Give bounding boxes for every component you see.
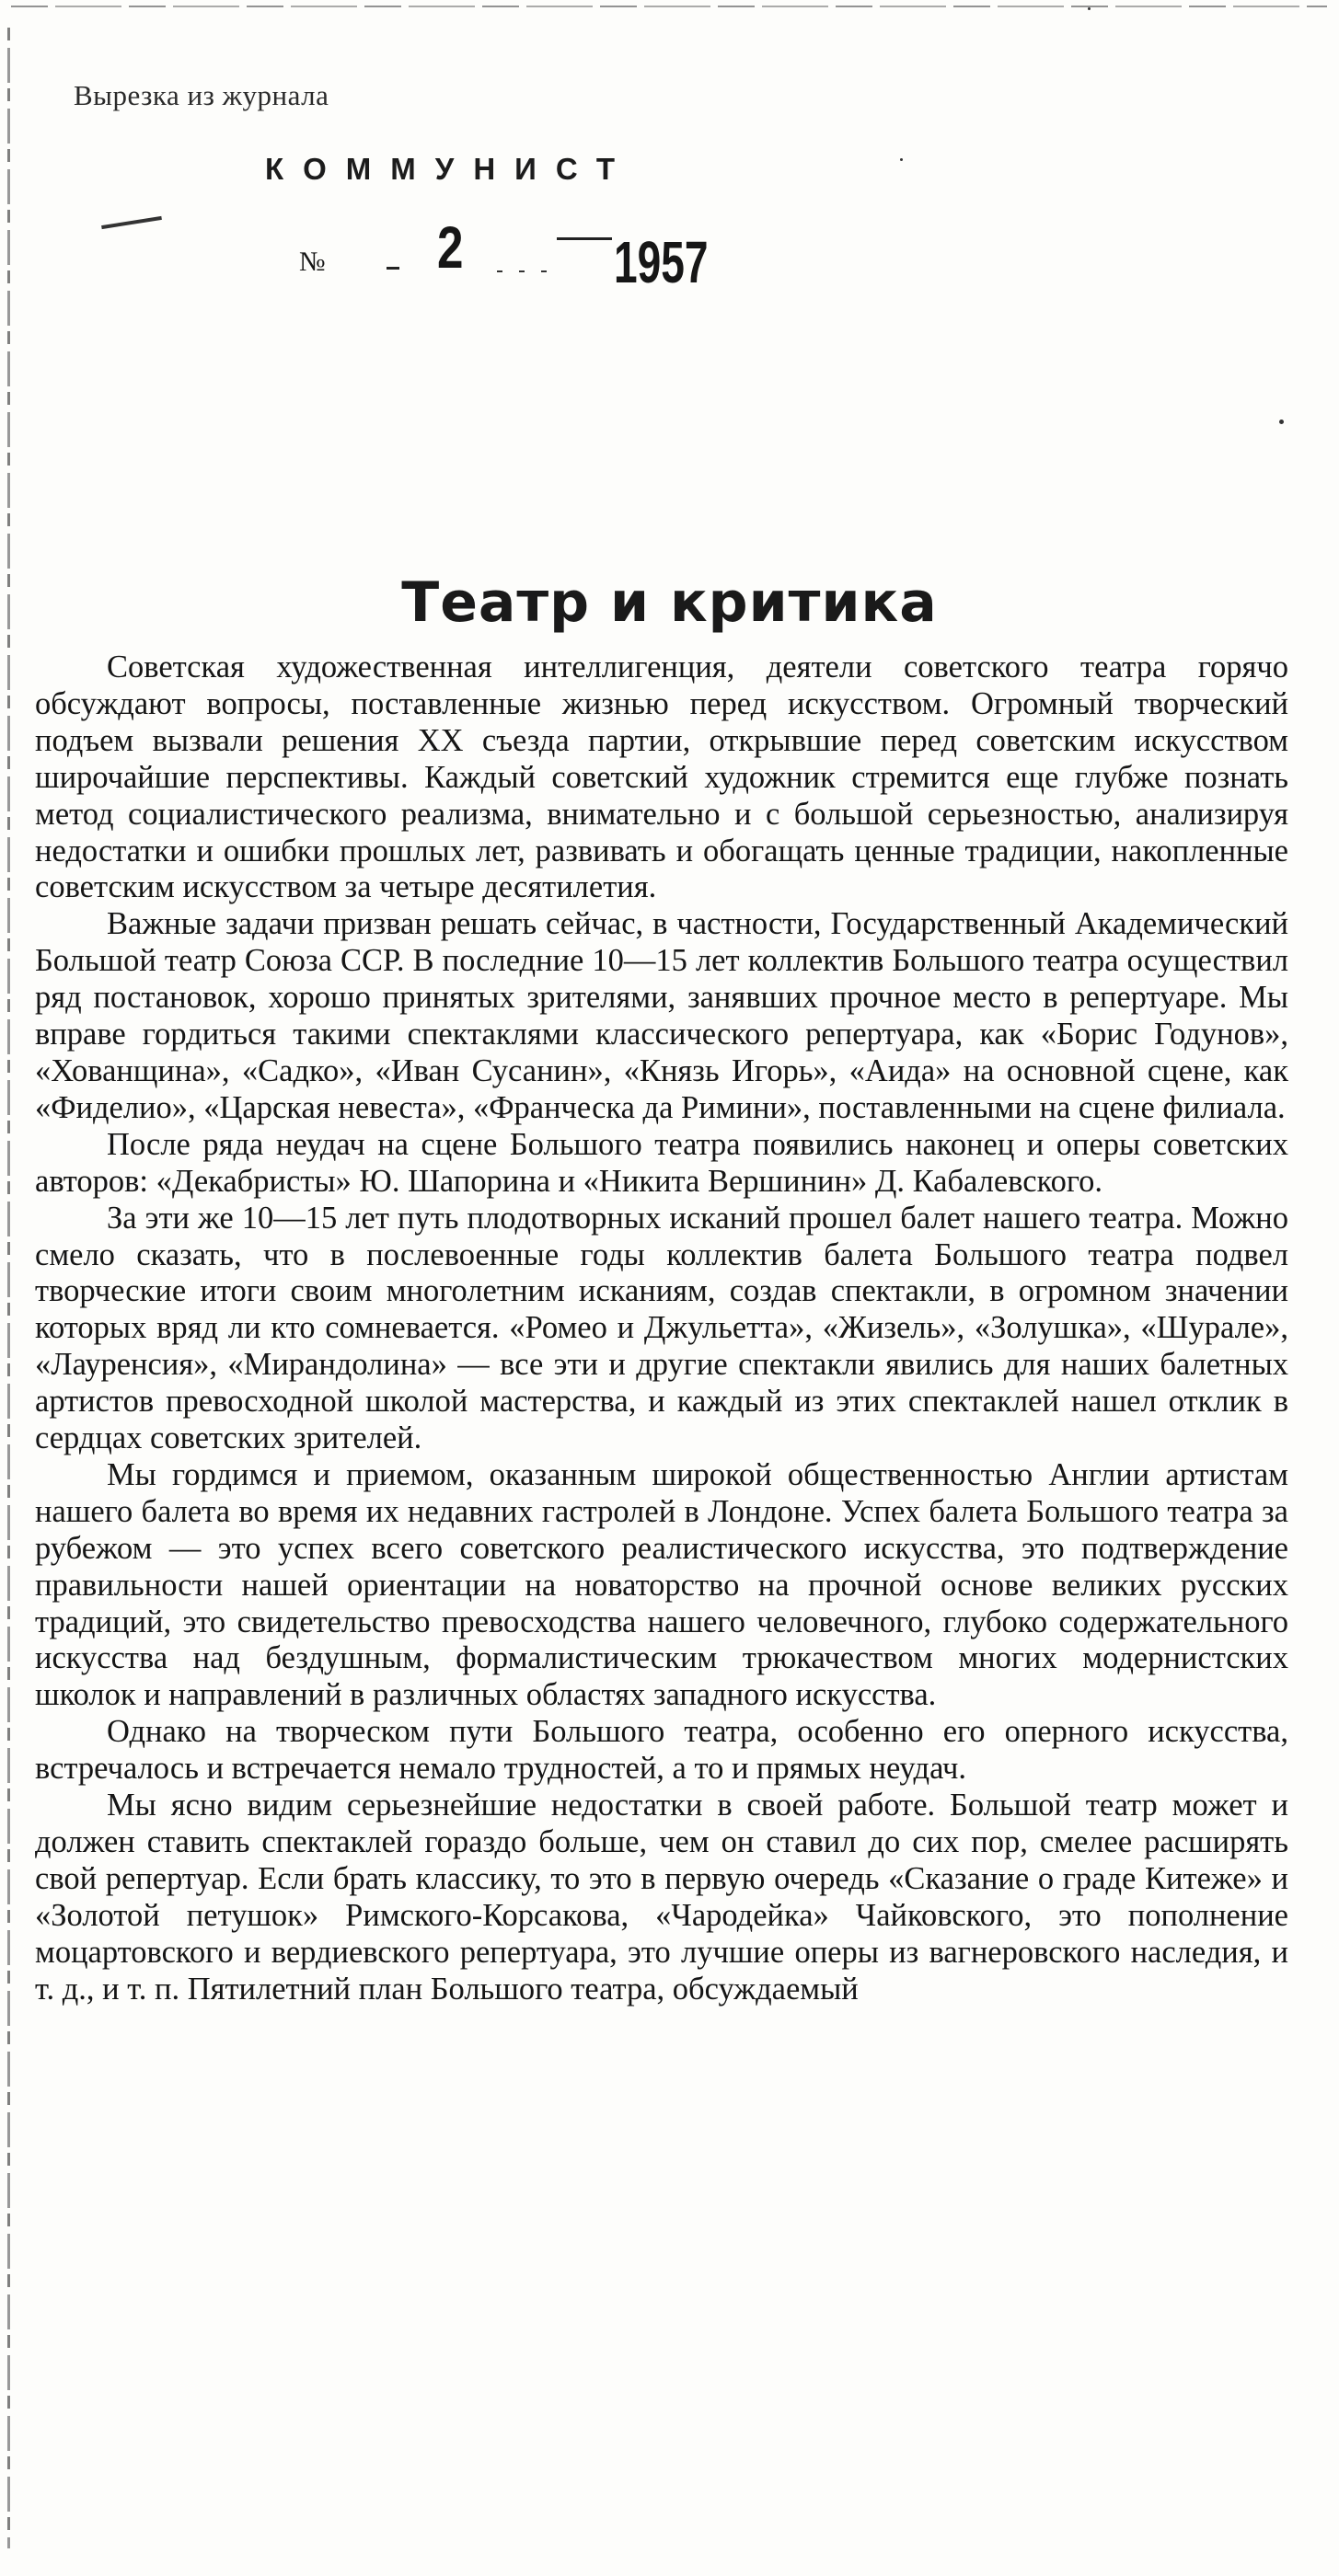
issue-dash xyxy=(557,237,612,240)
issue-number: 2 xyxy=(437,214,464,281)
scan-speck xyxy=(1279,420,1284,424)
issue-line xyxy=(299,210,778,293)
article-body xyxy=(35,650,1288,2008)
issue-prefix: № xyxy=(299,247,326,277)
pen-mark xyxy=(101,216,162,229)
paragraph-7: Мы ясно видим серьезнейшие недостатки в своей работе. Большой театр может и должен ставить спектаклей гораздо больше, чем он ставил до сих пор, смелее расширять свой репертуар. Если брать классику, то это в первую очередь «Сказание о граде Китеже» и «Золотой петушок» Римского-Корсакова, «Чародейка» Чайковского, это пополнение моцартовского и вердиевского репертуара, это лучшие оперы из вагнеровского наследия, и т. д., и т. п. Пятилетний план Большого театра, обсуждаемый xyxy=(35,1788,1288,2007)
scan-edge-top xyxy=(11,6,1327,7)
article-title: Театр и критика xyxy=(401,570,938,636)
clipping-label: Вырезка из журнала xyxy=(74,79,329,111)
issue-dash xyxy=(497,270,552,272)
issue-year: 1957 xyxy=(614,229,709,295)
issue-dash xyxy=(387,267,399,270)
paragraph-4: За эти же 10—15 лет путь плодотворных исканий прошел балет нашего театра. Можно смело сказать, что в послевоенные годы коллектив балета Большого театра подвел творческие итоги своим многолетним исканиям, создав спектакли, в огромном значении которых вряд ли кто сомневается. «Ромео и Джульетта», «Жизель», «Золушка», «Шурале», «Лауренсия», «Мирандолина» — все эти и другие спектакли явились для наших балетных артистов превосходной школой мастерства, и каждый из этих спектаклей нашел отклик в сердцах советских зрителей. xyxy=(35,1200,1288,1456)
scan-edge-left xyxy=(7,28,10,2548)
paragraph-2: Важные задачи призван решать сейчас, в частности, Государственный Академический Большой театр Союза ССР. В последние 10—15 лет коллектив Большого театра осуществил ряд постановок, хорошо принятых зрителями, занявших прочное место в репертуаре. Мы вправе гордиться такими спектаклями классического репертуара, как «Борис Годунов», «Хованщина», «Садко», «Иван Сусанин», «Князь Игорь», «Аида» на основной сцене, как «Фиделио», «Царская невеста», «Франческа да Римини», поставленными на сцене филиала. xyxy=(35,906,1288,1125)
scan-speck xyxy=(900,158,903,161)
paragraph-3: После ряда неудач на сцене Большого театра появились наконец и оперы советских авторов: «Декабристы» Ю. Шапорина и «Никита Вершинин» Д. Кабалевского. xyxy=(35,1126,1288,1199)
paragraph-6: Однако на творческом пути Большого театра, особенно его оперного искусства, встречалось и встречается немало трудностей, а то и прямых неудач. xyxy=(35,1714,1288,1787)
scan-speck xyxy=(1088,7,1091,10)
journal-name: КОММУНИСТ xyxy=(265,152,635,186)
paragraph-5: Мы гордимся и приемом, оказанным широкой общественностью Англии артистам нашего балета во время их недавних гастролей в Лондоне. Успех балета Большого театра за рубежом — это успех всего советского реалистического искусства, это подтверждение правильности нашей ориентации на новаторство на прочной основе великих русских традиций, это свидетельство превосходства нашего человечного, глубоко содержательного искусства над бездушным, формалистическим трюкачеством многих модернистских школок и направлений в различных областях западного искусства. xyxy=(35,1456,1288,1713)
paragraph-1: Советская художественная интеллигенция, деятели советского театра горячо обсуждают вопросы, поставленные жизнью перед искусством. Огромный творческий подъем вызвали решения XX съезда партии, открывшие перед советским искусством широчайшие перспективы. Каждый советский художник стремится еще глубже познать метод социалистического реализма, внимательно и с большой серьезностью, анализируя недостатки и ошибки прошлых лет, развивать и обогащать ценные традиции, накопленные советским искусством за четыре десятилетия. xyxy=(35,650,1288,905)
